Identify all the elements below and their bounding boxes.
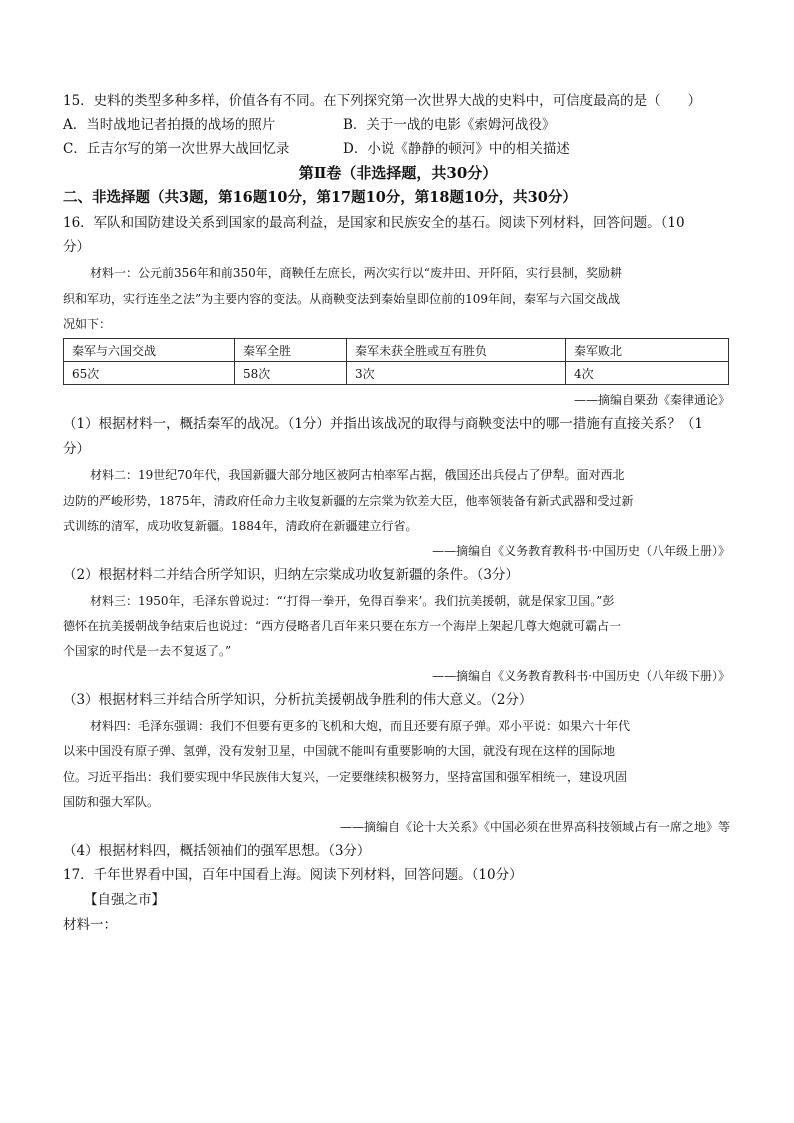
q16-material3-line1: 材料三：1950年，毛泽东曾说过：“‘打得一拳开，免得百拳来’。我们抗美援朝，就是保家卫国。”彭 <box>90 594 615 608</box>
q16-material2-source: ——摘编自《义务教育教科书·中国历史（八年级上册）》 <box>432 544 730 558</box>
table-cell: 58次 <box>235 362 347 385</box>
q16-sub1-line2: 分） <box>63 441 90 457</box>
q16-material4-line3: 位。习近平指出：我们要实现中华民族伟大复兴，一定要继续积极努力，坚持富国和强军相统一，建设巩固 <box>63 770 628 784</box>
q16-material3-source: ——摘编自《义务教育教科书·中国历史（八年级下册）》 <box>432 669 730 683</box>
q15-stem: 15．史料的类型多种多样，价值各有不同。在下列探究第一次世界大战的史料中，可信度最高的是（ ） <box>63 93 702 109</box>
q16-material3-line3: 个国家的时代是一去不复返了。” <box>63 644 232 658</box>
q16-material1-source: ——摘编自栗劲《秦律通论》 <box>573 393 730 407</box>
q15-option-b[interactable]: B．关于一战的电影《索姆河战役》 <box>343 117 556 133</box>
q16-material4-line1: 材料四：毛泽东强调：我们不但要有更多的飞机和大炮，而且还要有原子弹。邓小平说：如果六十年代 <box>90 719 631 733</box>
table-cell: 3次 <box>347 362 566 385</box>
q16-stem-line1: 16．军队和国防建设关系到国家的最高利益，是国家和民族安全的基石。阅读下列材料，回答问题。（10 <box>63 215 685 231</box>
q16-sub4: （4）根据材料四，概括领袖们的强军思想。（3分） <box>63 843 371 859</box>
table-cell: 4次 <box>566 362 729 385</box>
q16-material1-line1: 材料一：公元前356年和前350年，商鞅任左庶长，两次实行以“废井田、开阡陌，实行县制，奖励耕 <box>90 266 622 280</box>
q16-material2-line1: 材料二：19世纪70年代，我国新疆大部分地区被阿古柏率军占据，俄国还出兵侵占了伊犁。面对西北 <box>90 468 625 482</box>
q16-sub3: （3）根据材料三并结合所学知识，分析抗美援朝战争胜利的伟大意义。（2分） <box>63 692 533 708</box>
q15-option-d[interactable]: D．小说《静静的顿河》中的相关描述 <box>343 141 570 157</box>
table-header-row <box>64 339 729 362</box>
table-header-cell: 秦军未获全胜或互有胜负 <box>347 339 566 362</box>
q16-material1-line2: 织和军功，实行连坐之法”为主要内容的变法。从商鞅变法到秦始皇即位前的109年间，秦军与六国交战战 <box>63 292 621 306</box>
table-header-cell: 秦军与六国交战 <box>64 339 235 362</box>
table-cell: 65次 <box>64 362 235 385</box>
table-row <box>64 362 729 385</box>
battle-table <box>63 338 729 385</box>
q16-sub1-line1: （1）根据材料一，概括秦军的战况。（1分）并指出该战况的取得与商鞅变法中的哪一措施有直接关系？（1 <box>63 416 704 432</box>
q16-material4-line4: 国防和强大军队。 <box>63 795 160 809</box>
table-header-cell: 秦军全胜 <box>235 339 347 362</box>
q16-material4-source: ——摘编自《论十大关系》《中国必须在世界高科技领域占有一席之地》等 <box>339 820 730 834</box>
q16-material4-line2: 以来中国没有原子弹、氢弹，没有发射卫星，中国就不能叫有重要影响的大国，就没有现在这样的国际地 <box>63 744 616 758</box>
q16-stem-line2: 分） <box>63 239 90 255</box>
q16-material2-line2: 边防的严峻形势，1875年，清政府任命力主收复新疆的左宗棠为钦差大臣，他率领装备有新式武器和受过新 <box>63 494 634 508</box>
q16-material1-line3: 况如下： <box>63 317 112 331</box>
q17-heading: 【自强之市】 <box>84 892 165 908</box>
q16-material3-line2: 德怀在抗美援朝战争结束后也说过：“西方侵略者几百年来只要在东方一个海岸上架起几尊大炮就可霸占一 <box>63 619 622 633</box>
q17-stem: 17．千年世界看中国，百年中国看上海。阅读下列材料，回答问题。（10分） <box>63 867 523 883</box>
section2-title: 二、非选择题（共3题，第16题10分，第17题10分，第18题10分，共30分） <box>63 189 577 206</box>
part2-title: 第Ⅱ卷（非选择题，共30分） <box>298 164 498 182</box>
q16-sub2: （2）根据材料二并结合所学知识，归纳左宗棠成功收复新疆的条件。（3分） <box>63 567 519 583</box>
table-header-cell: 秦军败北 <box>566 339 729 362</box>
q16-material2-line3: 式训练的清军，成功收复新疆。1884年，清政府在新疆建立行省。 <box>63 519 418 533</box>
q17-material1-label: 材料一： <box>63 917 117 933</box>
q15-option-c[interactable]: C．丘吉尔写的第一次世界大战回忆录 <box>63 141 290 157</box>
q15-option-a[interactable]: A．当时战地记者拍摄的战场的照片 <box>63 117 276 133</box>
